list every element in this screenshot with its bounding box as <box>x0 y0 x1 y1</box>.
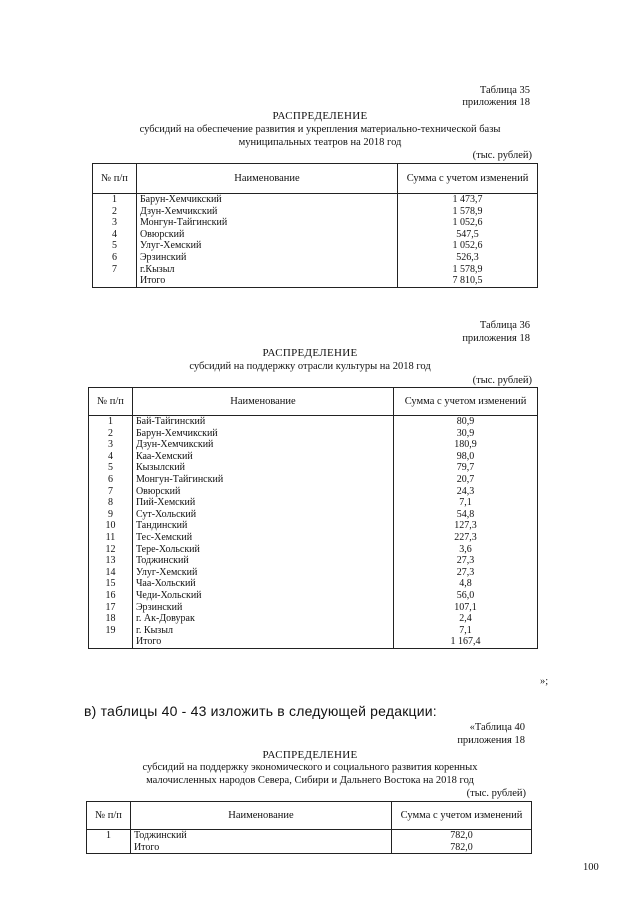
row-value: 1 052,6 <box>398 217 538 229</box>
total-row <box>89 636 538 648</box>
row-value: 27,3 <box>394 567 538 579</box>
row-number: 4 <box>89 451 133 463</box>
row-name: Итого <box>132 636 393 648</box>
table-row <box>93 264 538 276</box>
table-row <box>89 602 538 614</box>
table-row <box>87 830 532 842</box>
row-name: Овюрский <box>136 229 397 241</box>
row-number: 16 <box>89 590 133 602</box>
row-value: 1 578,9 <box>398 264 538 276</box>
row-name: Чеди-Хольский <box>132 590 393 602</box>
row-value: 56,0 <box>394 590 538 602</box>
col-header-sum: Сумма с учетом изменений <box>394 388 538 416</box>
row-value: 526,3 <box>398 252 538 264</box>
row-name: Барун-Хемчикский <box>132 428 393 440</box>
row-name: Тоджинский <box>132 555 393 567</box>
table-row <box>89 462 538 474</box>
row-name: Итого <box>136 275 397 287</box>
table35 <box>92 163 538 288</box>
col-header-number: № п/п <box>93 164 137 194</box>
row-value: 79,7 <box>394 462 538 474</box>
row-number: 7 <box>89 486 133 498</box>
table-row <box>89 532 538 544</box>
total-row <box>93 275 538 287</box>
row-name: г. Кызыл <box>132 625 393 637</box>
table40 <box>86 801 532 854</box>
table40-title: РАСПРЕДЕЛЕНИЕ <box>262 749 358 761</box>
row-number: 12 <box>89 544 133 556</box>
table-row <box>89 555 538 567</box>
row-name: Тес-Хемский <box>132 532 393 544</box>
row-value: 2,4 <box>394 613 538 625</box>
table36-unit: (тыс. рублей) <box>472 375 532 386</box>
table35-appendix-label: приложения 18 <box>462 97 530 108</box>
col-header-name: Наименование <box>130 802 391 830</box>
row-value: 127,3 <box>394 520 538 532</box>
row-number <box>87 842 131 854</box>
table36-title: РАСПРЕДЕЛЕНИЕ <box>262 347 358 359</box>
row-value: 1 473,7 <box>398 194 538 206</box>
table40-label: «Таблица 40 <box>469 722 525 733</box>
row-value: 80,9 <box>394 416 538 428</box>
row-number: 6 <box>89 474 133 486</box>
row-value: 107,1 <box>394 602 538 614</box>
table36-appendix-label: приложения 18 <box>462 333 530 344</box>
table-row <box>89 416 538 428</box>
row-name: Пий-Хемский <box>132 497 393 509</box>
row-name: Дзун-Хемчикский <box>132 439 393 451</box>
row-number: 1 <box>89 416 133 428</box>
row-name: Чаа-Хольский <box>132 578 393 590</box>
row-number: 11 <box>89 532 133 544</box>
table-row <box>89 428 538 440</box>
col-header-sum: Сумма с учетом изменений <box>398 164 538 194</box>
col-header-number: № п/п <box>89 388 133 416</box>
row-name: Эрзинский <box>132 602 393 614</box>
table-row <box>93 217 538 229</box>
row-number: 1 <box>87 830 131 842</box>
row-number: 4 <box>93 229 137 241</box>
table-row <box>89 544 538 556</box>
row-name: Тере-Хольский <box>132 544 393 556</box>
table-row <box>89 520 538 532</box>
table40-subtitle-line2: малочисленных народов Севера, Сибири и Дальнего Востока на 2018 год <box>146 775 474 786</box>
row-name: Овюрский <box>132 486 393 498</box>
table-row <box>89 590 538 602</box>
row-name: Улуг-Хемский <box>132 567 393 579</box>
table40-subtitle-line1: субсидий на поддержку экономического и социального развития коренных <box>142 762 478 773</box>
row-name: Кызылский <box>132 462 393 474</box>
row-number: 6 <box>93 252 137 264</box>
row-value: 227,3 <box>394 532 538 544</box>
row-name: Тоджинский <box>130 830 391 842</box>
row-value: 4,8 <box>394 578 538 590</box>
row-number: 2 <box>89 428 133 440</box>
row-name: Каа-Хемский <box>132 451 393 463</box>
row-value: 782,0 <box>392 842 532 854</box>
row-number <box>89 636 133 648</box>
row-value: 7,1 <box>394 625 538 637</box>
table-row <box>93 194 538 206</box>
amendment-clause: в) таблицы 40 - 43 изложить в следующей редакции: <box>84 703 437 719</box>
table-row <box>89 451 538 463</box>
row-number: 10 <box>89 520 133 532</box>
row-name: г.Кызыл <box>136 264 397 276</box>
row-number: 3 <box>93 217 137 229</box>
row-name: Монгун-Тайгинский <box>136 217 397 229</box>
table40-appendix-label: приложения 18 <box>457 735 525 746</box>
row-name: Тандинский <box>132 520 393 532</box>
row-number: 8 <box>89 497 133 509</box>
row-name: Сут-Хольский <box>132 509 393 521</box>
row-name: г. Ак-Довурак <box>132 613 393 625</box>
row-number: 2 <box>93 206 137 218</box>
row-number: 1 <box>93 194 137 206</box>
table35-subtitle-line2: муниципальных театров на 2018 год <box>238 137 402 148</box>
row-value: 3,6 <box>394 544 538 556</box>
row-name: Монгун-Тайгинский <box>132 474 393 486</box>
table-row <box>93 252 538 264</box>
row-number: 15 <box>89 578 133 590</box>
row-value: 782,0 <box>392 830 532 842</box>
table-row <box>89 613 538 625</box>
row-number <box>93 275 137 287</box>
table40-unit: (тыс. рублей) <box>466 788 526 799</box>
row-name: Бай-Тайгинский <box>132 416 393 428</box>
row-value: 98,0 <box>394 451 538 463</box>
table-row <box>89 439 538 451</box>
table35-label: Таблица 35 <box>479 85 530 96</box>
table-row <box>93 240 538 252</box>
row-value: 20,7 <box>394 474 538 486</box>
row-name: Дзун-Хемчикский <box>136 206 397 218</box>
row-value: 27,3 <box>394 555 538 567</box>
closing-quote: »; <box>540 676 549 687</box>
row-value: 24,3 <box>394 486 538 498</box>
col-header-sum: Сумма с учетом изменений <box>392 802 532 830</box>
table-row <box>89 567 538 579</box>
row-number: 3 <box>89 439 133 451</box>
row-number: 13 <box>89 555 133 567</box>
row-number: 18 <box>89 613 133 625</box>
row-number: 19 <box>89 625 133 637</box>
row-value: 547,5 <box>398 229 538 241</box>
row-value: 1 578,9 <box>398 206 538 218</box>
row-name: Барун-Хемчикский <box>136 194 397 206</box>
row-name: Итого <box>130 842 391 854</box>
row-value: 7 810,5 <box>398 275 538 287</box>
table35-subtitle-line1: субсидий на обеспечение развития и укрепления материально-технической базы <box>139 124 501 135</box>
table-row <box>89 474 538 486</box>
table36-subtitle: субсидий на поддержку отрасли культуры на 2018 год <box>189 361 431 372</box>
table36 <box>88 387 538 649</box>
col-header-number: № п/п <box>87 802 131 830</box>
row-number: 14 <box>89 567 133 579</box>
table36-label: Таблица 36 <box>479 320 530 331</box>
table35-title: РАСПРЕДЕЛЕНИЕ <box>272 110 368 122</box>
total-row <box>87 842 532 854</box>
row-value: 30,9 <box>394 428 538 440</box>
row-value: 54,8 <box>394 509 538 521</box>
page-number: 100 <box>583 862 599 873</box>
table-row <box>89 497 538 509</box>
table-row <box>93 229 538 241</box>
row-name: Эрзинский <box>136 252 397 264</box>
table-row <box>89 486 538 498</box>
table-row <box>89 578 538 590</box>
row-number: 9 <box>89 509 133 521</box>
row-name: Улуг-Хемский <box>136 240 397 252</box>
row-number: 5 <box>93 240 137 252</box>
row-number: 17 <box>89 602 133 614</box>
row-value: 1 052,6 <box>398 240 538 252</box>
table-row <box>89 509 538 521</box>
table-row <box>89 625 538 637</box>
row-value: 180,9 <box>394 439 538 451</box>
table-row <box>93 206 538 218</box>
row-value: 1 167,4 <box>394 636 538 648</box>
row-value: 7,1 <box>394 497 538 509</box>
row-number: 7 <box>93 264 137 276</box>
col-header-name: Наименование <box>136 164 397 194</box>
row-number: 5 <box>89 462 133 474</box>
table35-unit: (тыс. рублей) <box>472 150 532 161</box>
col-header-name: Наименование <box>132 388 393 416</box>
